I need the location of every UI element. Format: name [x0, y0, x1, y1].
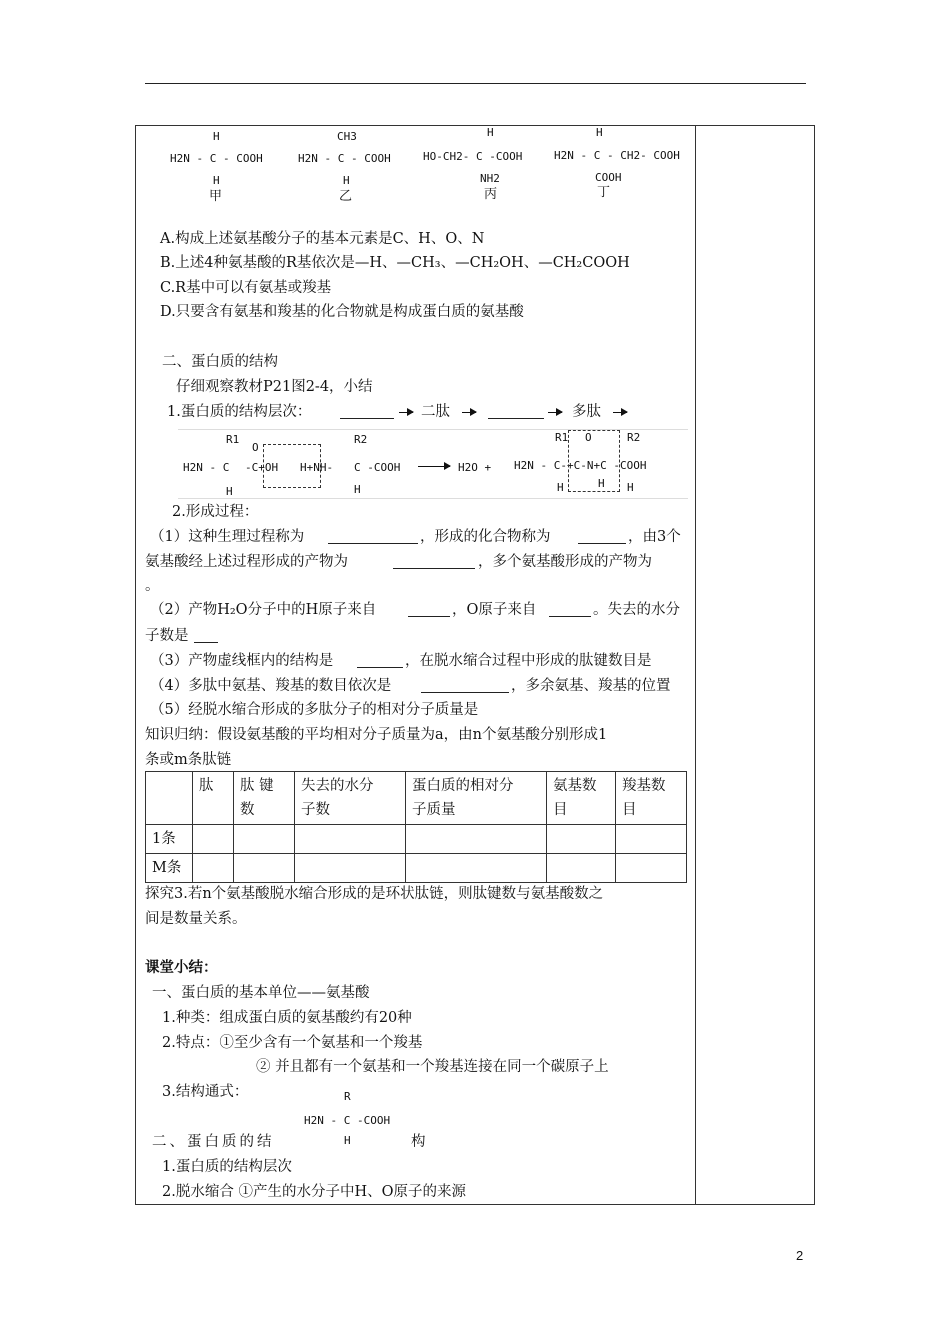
- knowledge-line-2: 条或m条肽链: [145, 752, 232, 768]
- column-divider: [695, 125, 696, 1205]
- summary-s2-b: 构: [411, 1134, 426, 1150]
- arrow-icon: [548, 412, 562, 413]
- option-a: A.构成上述氨基酸分子的基本元素是C、H、O、N: [160, 231, 485, 247]
- option-c: C.R基中可以有氨基或羧基: [160, 280, 332, 296]
- table-cell: [406, 825, 547, 854]
- table-cell: [547, 854, 616, 883]
- peptide-table: [145, 771, 687, 883]
- blank: [328, 529, 418, 544]
- table-cell: [234, 825, 295, 854]
- table-cell: [547, 825, 616, 854]
- blank: [194, 628, 218, 643]
- blank: [340, 404, 394, 419]
- table-header-row: [146, 772, 687, 825]
- table-cell: [616, 825, 687, 854]
- table-header-cell: 肽: [193, 772, 234, 825]
- summary-s1-1: 1.种类：组成蛋白质的氨基酸约有20种: [162, 1010, 412, 1026]
- blank: [578, 529, 626, 544]
- arrow-icon: [462, 412, 476, 413]
- table-header-cell: 蛋白质的相对分 子质量: [406, 772, 547, 825]
- table-cell: [616, 854, 687, 883]
- table-header-cell: 羧基数 目: [616, 772, 687, 825]
- summary-s2-a: 二、蛋白质的结: [152, 1134, 275, 1150]
- blank: [421, 678, 509, 693]
- summary-title: 课堂小结：: [145, 959, 218, 976]
- arrow-icon: [613, 412, 627, 413]
- peptide-bond-box: [568, 430, 620, 492]
- blank: [408, 602, 450, 617]
- summary-s1-2: 2.特点：①至少含有一个氨基和一个羧基: [162, 1035, 423, 1051]
- explore-line-2: 间是数量关系。: [145, 911, 247, 927]
- table-cell: M条: [146, 854, 193, 883]
- header-rule: [145, 83, 806, 84]
- summary-s1: 一、蛋白质的基本单位——氨基酸: [152, 985, 370, 1001]
- arrow-icon: [399, 412, 413, 413]
- knowledge-line-1: 知识归纳：假设氨基酸的平均相对分子质量为a，由n个氨基酸分别形成1: [145, 727, 608, 743]
- table-cell: [295, 825, 406, 854]
- blank: [393, 554, 475, 569]
- option-b: B.上述4种氨基酸的R基依次是—H、—CH₃、—CH₂OH、—CH₂COOH: [160, 255, 630, 271]
- table-header-cell: [146, 772, 193, 825]
- page-number: 2: [796, 1248, 804, 1263]
- summary-s1-2b: ② 并且都有一个氨基和一个羧基连接在同一个碳原子上: [256, 1059, 609, 1075]
- table-cell: 1条: [146, 825, 193, 854]
- explore-line-1: 探究3.若n个氨基酸脱水缩合形成的是环状肽链，则肽键数与氨基酸数之: [145, 886, 604, 902]
- table-cell: [234, 854, 295, 883]
- summary-s2-1: 1.蛋白质的结构层次: [162, 1159, 292, 1175]
- observe-line: 仔细观察教材P21图2-4，小结: [176, 379, 373, 395]
- table-header-cell: 氨基数 目: [547, 772, 616, 825]
- table-header-cell: 肽 键 数: [234, 772, 295, 825]
- reaction-arrow-icon: [418, 466, 450, 467]
- table-cell: [193, 854, 234, 883]
- table-header-cell: 失去的水分 子数: [295, 772, 406, 825]
- table-cell: [295, 854, 406, 883]
- process-title: 2.形成过程：: [172, 504, 259, 520]
- table-cell: [193, 825, 234, 854]
- question-5: （5）经脱水缩合形成的多肽分子的相对分子质量是: [150, 702, 479, 718]
- summary-s1-3: 3.结构通式：: [162, 1084, 249, 1100]
- blank: [357, 653, 403, 668]
- summary-s2-2: 2.脱水缩合 ①产生的水分子中H、O原子的来源: [162, 1184, 466, 1200]
- blank: [488, 404, 544, 419]
- table-cell: [406, 854, 547, 883]
- table-row: [146, 825, 687, 854]
- blank: [549, 602, 591, 617]
- table-row: [146, 854, 687, 883]
- option-d: D.只要含有氨基和羧基的化合物就是构成蛋白质的氨基酸: [160, 304, 524, 320]
- section-title-structure: 二、蛋白质的结构: [162, 354, 278, 370]
